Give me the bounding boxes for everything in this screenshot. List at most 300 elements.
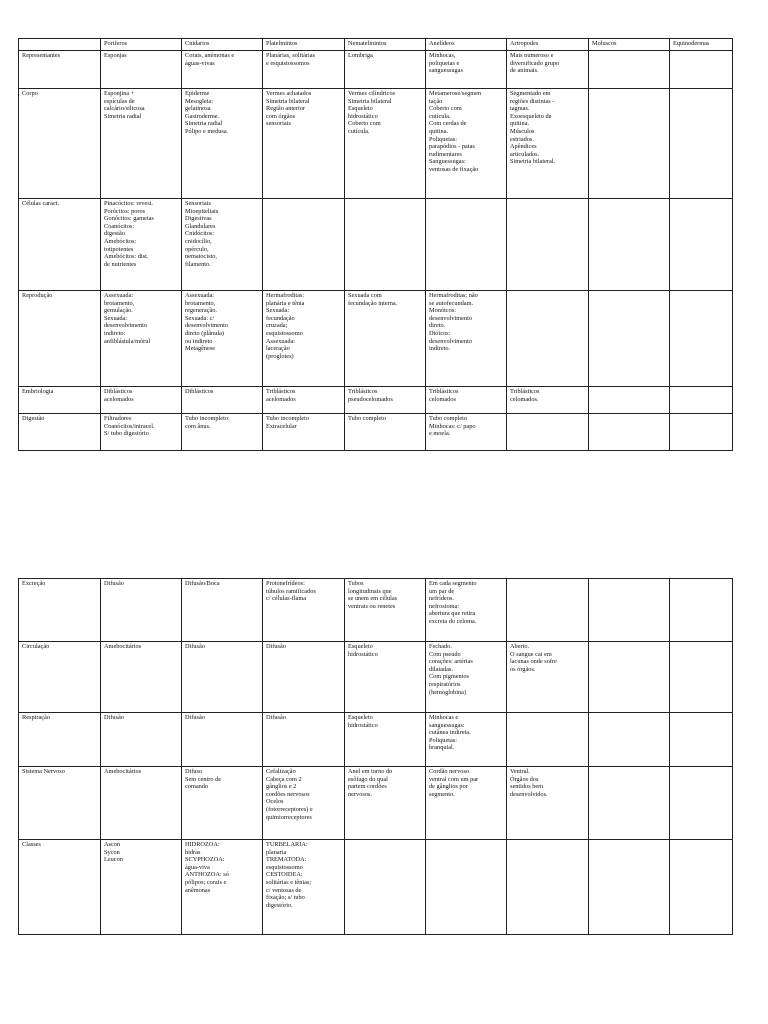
cell-text-line: túbulos ramificados <box>266 587 316 595</box>
column-header <box>101 39 182 51</box>
cell-text-line: direto. <box>429 322 446 330</box>
table-cell <box>182 642 263 713</box>
cell-text-line: acelomados <box>104 395 134 403</box>
table-row <box>19 387 733 414</box>
cell-text-line: Amebócitos: <box>104 237 137 245</box>
table-cell <box>589 199 670 291</box>
cell-text-line: (fotorreceptores) e <box>266 805 313 813</box>
cell-text-line: Exoesqueleto de <box>510 112 552 120</box>
cell-text-line: Lombriga <box>348 52 373 59</box>
cell-text-line: longitudinais que <box>348 587 392 595</box>
cell-text-line: corações: artérias <box>429 658 473 666</box>
column-header <box>19 39 101 51</box>
table-cell <box>589 642 670 713</box>
table-cell <box>589 579 670 642</box>
table-cell <box>670 767 733 840</box>
cell-text-line: Simetria bilateral <box>266 97 310 105</box>
table-cell <box>182 387 263 414</box>
cell-text-line: Anel em torno do <box>348 768 393 775</box>
cell-text-line: diversificado grupo <box>510 59 560 67</box>
table-cell <box>345 642 426 713</box>
cell-text-line: Apêndices <box>510 143 537 151</box>
cell-text-line: parapódios - patas <box>429 143 475 151</box>
cell-text-line: regiões distintas - <box>510 97 555 105</box>
cell-text-line: totipotentes <box>104 245 134 253</box>
table-cell <box>507 840 589 935</box>
cell-text-line: desenvolvimento <box>429 337 473 345</box>
cell-text-line: articulados. <box>510 150 540 158</box>
table-cell <box>426 713 507 767</box>
cell-text-line: Difusão <box>104 580 124 587</box>
cell-text-line: Classes <box>22 841 41 848</box>
cell-text-line: filamento. <box>185 260 211 268</box>
cell-text-line: Minhocas, <box>429 52 456 59</box>
comparison-table-bottom <box>18 578 733 935</box>
cell-text-line: Esponjas <box>104 52 127 59</box>
cell-text-line: Simetria bilateral <box>348 97 392 105</box>
cell-text-line: ventrais ou renetes <box>348 602 396 610</box>
cell-text-line: Com pseudo <box>429 650 461 658</box>
table-cell <box>101 414 182 451</box>
cell-text-line: Vermes cilíndricos <box>348 90 396 97</box>
cell-text-line: Metagênese <box>185 345 216 353</box>
cell-text-line: Sexuada: c/ <box>185 314 215 322</box>
cell-text-line: Circulação <box>22 643 50 650</box>
cell-text-line: Gastroderme. <box>185 112 220 120</box>
table-cell <box>426 767 507 840</box>
cell-text-line: gemulação. <box>104 307 133 315</box>
cell-text-line: TURBELARIA: <box>266 841 308 848</box>
cell-text-line: Esqueleto <box>348 105 373 113</box>
row-label <box>19 579 101 642</box>
cell-text-line: segmento. <box>429 790 455 798</box>
table-cell <box>426 199 507 291</box>
cell-text-line: Segmentado em <box>510 90 551 97</box>
cell-text-line: respiratórios <box>429 680 461 688</box>
cell-text-line: pólipos; corais e <box>185 878 227 886</box>
cell-text-line: água-viva <box>185 863 210 871</box>
cell-text-line: espículas de <box>104 97 135 105</box>
cell-text-line: Sem centro de <box>185 775 222 783</box>
cell-text-line: Minhocas e <box>429 714 459 721</box>
cell-text-line: Extracelular <box>266 422 297 430</box>
table-cell <box>182 89 263 199</box>
cell-text-line: e esquistossomos <box>266 59 310 67</box>
cell-text-line: Esponjina + <box>104 90 135 97</box>
cell-text-line: Sensoriais <box>185 200 211 207</box>
column-header <box>182 39 263 51</box>
cell-text-line: S/ tubo digestório <box>104 430 149 438</box>
cell-text-line: ventral com um par <box>429 775 479 783</box>
table-row <box>19 51 733 89</box>
table-cell <box>182 199 263 291</box>
comparison-table-top <box>18 38 733 451</box>
cell-text-line: laceração <box>266 345 290 353</box>
cell-text-line: hidrostático <box>348 721 378 729</box>
cell-text-line: Sycon <box>104 848 120 856</box>
cell-text-line: de nutrientes <box>104 260 137 268</box>
table-cell <box>345 199 426 291</box>
cell-text-line: celomados <box>429 395 456 403</box>
cell-text-line: Pinacócitos: revest. <box>104 200 153 207</box>
table-cell <box>507 291 589 387</box>
cell-text-line: branquial. <box>429 744 455 752</box>
table-cell <box>263 89 345 199</box>
table-cell <box>670 840 733 935</box>
table-cell <box>589 767 670 840</box>
table-cell <box>182 414 263 451</box>
cell-text-line: fecundação <box>266 314 295 322</box>
table-cell <box>263 642 345 713</box>
cell-text-line: Dióicos: <box>429 329 451 337</box>
cell-text-line: Sanguessugas: <box>429 158 466 166</box>
cell-text-line: desenvolvimento <box>104 322 148 330</box>
column-header <box>589 39 670 51</box>
cell-text-line: Difusão <box>185 643 205 650</box>
cell-text-line: dilatadas. <box>429 665 453 673</box>
cell-text-line: Moluscos <box>592 40 617 47</box>
cell-text-line: excreta do celoma. <box>429 617 477 625</box>
cell-text-line: gânglios e 2 <box>266 783 297 791</box>
row-label <box>19 291 101 387</box>
cell-text-line: desenvolvidos. <box>510 790 548 798</box>
cell-text-line: se unem em células <box>348 595 398 603</box>
cell-text-line: hidrostático <box>348 112 378 120</box>
cell-text-line: cutânea indireta. <box>429 729 471 737</box>
table-cell <box>426 51 507 89</box>
table-cell <box>507 387 589 414</box>
cell-text-line: cutícula. <box>348 127 370 135</box>
cell-text-line: Embriologia <box>22 388 54 395</box>
cell-text-line: ou indireto <box>185 337 213 345</box>
cell-text-line: Assexuada: <box>266 337 296 345</box>
cell-text-line: Cordão nervoso <box>429 768 470 775</box>
table-cell <box>426 840 507 935</box>
table-cell <box>426 414 507 451</box>
cell-text-line: Tubo completo <box>348 415 387 422</box>
cell-text-line: Esqueleto <box>348 714 373 721</box>
table-row <box>19 199 733 291</box>
table-cell <box>101 713 182 767</box>
table-cell <box>589 89 670 199</box>
column-header <box>670 39 733 51</box>
cell-text-line: esquistossomo <box>266 863 303 871</box>
cell-text-line: digestão <box>104 230 125 238</box>
cell-text-line: Nematelmintos <box>348 40 387 47</box>
cell-text-line: Equinodermas <box>673 40 710 47</box>
cell-text-line: cordões nervosos <box>266 790 310 798</box>
cell-text-line: Gonócitos: gametas <box>104 215 154 223</box>
cell-text-line: Sexuada: <box>104 314 128 322</box>
cell-text-line: Hermafroditas: <box>266 292 305 299</box>
cell-text-line: celomados. <box>510 395 539 403</box>
cell-text-line: tação <box>429 97 443 105</box>
cell-text-line: Tubo incompleto <box>266 415 309 422</box>
table-cell <box>263 291 345 387</box>
cell-text-line: Planárias, solitárias <box>266 52 315 59</box>
cell-text-line: de animais. <box>510 67 539 75</box>
cell-text-line: com órgãos <box>266 112 296 120</box>
cell-text-line: sensoriais <box>266 120 291 128</box>
row-label <box>19 199 101 291</box>
cell-text-line: Amebocitários <box>104 768 142 775</box>
cell-text-line: esôfago do qual <box>348 775 388 783</box>
table-cell <box>182 51 263 89</box>
cell-text-line: cruzada; <box>266 322 288 330</box>
cell-text-line: Mioepiteliais <box>185 207 219 215</box>
cell-text-line: Difusão/Boca <box>185 580 220 587</box>
cell-text-line: estriados. <box>510 135 534 143</box>
cell-text-line: nematocisto, <box>185 253 218 261</box>
cell-text-line: Ascon <box>104 841 121 848</box>
cell-text-line: Filtradores <box>104 415 132 422</box>
cell-text-line: brotamento, <box>104 299 135 307</box>
table-cell <box>670 579 733 642</box>
cell-text-line: quimiorreceptores <box>266 813 312 821</box>
column-header <box>263 39 345 51</box>
row-label <box>19 767 101 840</box>
cell-text-line: hidrostático <box>348 650 378 658</box>
table-cell <box>101 579 182 642</box>
row-label <box>19 642 101 713</box>
cell-text-line: Difusão <box>185 714 205 721</box>
table-cell <box>426 579 507 642</box>
cell-text-line: (hemoglobina) <box>429 688 467 696</box>
table-cell <box>345 579 426 642</box>
cell-text-line: Digestivas <box>185 215 212 223</box>
cell-text-line: Epiderme <box>185 90 210 97</box>
cell-text-line: Vermes achatados <box>266 90 312 97</box>
cell-text-line: opérculo, <box>185 245 209 253</box>
table-cell <box>263 51 345 89</box>
cell-text-line: lacunas onde sofre <box>510 658 557 666</box>
cell-text-line: nervosos. <box>348 790 372 798</box>
cell-text-line: Cabeça com 2 <box>266 775 302 783</box>
cell-text-line: indireto: <box>104 329 126 337</box>
table-row <box>19 767 733 840</box>
cell-text-line: hidras <box>185 848 201 856</box>
cell-text-line: Aberto. <box>510 643 530 650</box>
table-cell <box>345 387 426 414</box>
cell-text-line: os órgãos. <box>510 665 536 673</box>
cell-text-line: Amebócitos: dist. <box>104 253 149 261</box>
table-cell <box>101 767 182 840</box>
cell-text-line: Sistema Nervoso <box>22 768 65 775</box>
cell-text-line: Coberto com <box>348 120 381 128</box>
table-cell <box>345 767 426 840</box>
cell-text-line: Poriferos <box>104 40 128 47</box>
cell-text-line: Diblásticos <box>185 388 214 395</box>
header-row <box>19 39 733 51</box>
cell-text-line: Corpo <box>22 90 38 97</box>
table-cell <box>670 642 733 713</box>
cell-text-line: Simetria radial <box>104 112 142 120</box>
cell-text-line: tagmas. <box>510 105 530 113</box>
table-cell <box>589 387 670 414</box>
table-cell <box>589 291 670 387</box>
table-cell <box>507 51 589 89</box>
cell-text-line: Glandulares <box>185 222 216 230</box>
table-cell <box>263 767 345 840</box>
table-cell <box>507 767 589 840</box>
cell-text-line: Triblásticos <box>266 388 296 395</box>
table-cell <box>670 51 733 89</box>
cell-text-line: Tubo completo <box>429 415 468 422</box>
table-cell <box>182 713 263 767</box>
table-cell <box>345 840 426 935</box>
table-cell <box>426 642 507 713</box>
row-label <box>19 387 101 414</box>
table-cell <box>670 713 733 767</box>
cell-text-line: Ventral. <box>510 768 530 775</box>
cell-text-line: poliquetas e <box>429 59 460 67</box>
cell-text-line: Anelídeos <box>429 40 455 47</box>
cell-text-line: pseudocelomados <box>348 395 393 403</box>
table-cell <box>182 579 263 642</box>
cell-text-line: águas-vivas <box>185 59 215 67</box>
column-header <box>507 39 589 51</box>
table-row <box>19 642 733 713</box>
cell-text-line: Região anterior <box>266 105 305 113</box>
cell-text-line: nefrídeos. <box>429 595 455 603</box>
table-cell <box>670 89 733 199</box>
table-cell <box>345 291 426 387</box>
cell-text-line: Tubo incompleto: <box>185 415 230 422</box>
table-cell <box>507 642 589 713</box>
table-cell <box>263 840 345 935</box>
table-cell <box>263 713 345 767</box>
cell-text-line: abertura que retira <box>429 610 476 618</box>
cell-text-line: Excreção <box>22 580 46 587</box>
cell-text-line: Diblásticos <box>104 388 133 395</box>
table-cell <box>101 840 182 935</box>
table-cell <box>345 51 426 89</box>
cell-text-line: ventosas de fixação <box>429 165 479 173</box>
cell-text-line: Protonefrídeos: <box>266 580 305 587</box>
cell-text-line: Cnidarios <box>185 40 210 47</box>
cell-text-line: cnidocílio, <box>185 237 212 245</box>
cell-text-line: Digestão <box>22 415 45 422</box>
cell-text-line: Sexuada com <box>348 292 382 299</box>
table-cell <box>426 387 507 414</box>
cell-text-line: Assexuada: <box>185 292 215 299</box>
cell-text-line: Células caract. <box>22 200 60 207</box>
cell-text-line: TREMATODA: <box>266 856 307 864</box>
cell-text-line: Ocelos <box>266 798 284 806</box>
cell-text-line: Poliquetas: <box>429 135 457 143</box>
cell-text-line: Hermafroditas; não <box>429 292 478 299</box>
table-cell <box>182 767 263 840</box>
table-cell <box>670 414 733 451</box>
table-cell <box>507 579 589 642</box>
cell-text-line: Assexuada: <box>104 292 134 299</box>
column-header <box>345 39 426 51</box>
table-cell <box>263 414 345 451</box>
cell-text-line: sanguessugas: <box>429 721 465 729</box>
table-cell <box>263 199 345 291</box>
cell-text-line: Coanócitos/intracel. <box>104 422 155 430</box>
table-cell <box>426 89 507 199</box>
cell-text-line: Órgãos dos <box>510 775 539 783</box>
cell-text-line: digestório. <box>266 901 293 909</box>
cell-text-line: anfiblástula/mórul <box>104 337 151 345</box>
row-label <box>19 840 101 935</box>
table-cell <box>589 840 670 935</box>
cell-text-line: Em cada segmento <box>429 580 477 587</box>
cell-text-line: ANTHOZOA: só <box>185 871 229 879</box>
table-cell <box>589 713 670 767</box>
table-cell <box>101 291 182 387</box>
table-cell <box>345 414 426 451</box>
cell-text-line: c/ ventosas de <box>266 886 302 894</box>
cell-text-line: Triblásticos <box>510 388 540 395</box>
cell-text-line: e moela. <box>429 430 451 438</box>
table-cell <box>263 579 345 642</box>
cell-text-line: Difuso <box>185 768 203 775</box>
cell-text-line: Sexuada: <box>266 307 290 315</box>
cell-text-line: de gânglios por <box>429 783 468 791</box>
cell-text-line: planária e tênia <box>266 299 305 307</box>
cell-text-line: um par de <box>429 587 455 595</box>
cell-text-line: fixação; s/ tubo <box>266 894 305 902</box>
table-cell <box>101 387 182 414</box>
cell-text-line: Esqueleto <box>348 643 373 650</box>
cell-text-line: HIDROZOA: <box>185 841 220 848</box>
table-cell <box>670 387 733 414</box>
cell-text-line: O sangue cai em <box>510 650 552 658</box>
cell-text-line: Coberto com <box>429 105 462 113</box>
table-cell <box>507 414 589 451</box>
cell-text-line: Porócitos: poros <box>104 207 146 215</box>
table-row <box>19 579 733 642</box>
row-label <box>19 713 101 767</box>
column-header <box>426 39 507 51</box>
cell-text-line: quitina. <box>429 127 449 135</box>
cell-text-line: Representantes <box>22 52 61 59</box>
cell-text-line: Mais numeroso e <box>510 52 554 59</box>
table-cell <box>182 291 263 387</box>
cell-text-line: comando <box>185 783 209 791</box>
cell-text-line: Cnidócitos: <box>185 230 215 238</box>
cell-text-line: calcário/silicosa <box>104 105 145 113</box>
cell-text-line: Difusão <box>266 643 286 650</box>
cell-text-line: direto (plânula) <box>185 329 224 337</box>
cell-text-line: quitina. <box>510 120 530 128</box>
cell-text-line: solitárias e tênias; <box>266 878 312 886</box>
table-cell <box>507 713 589 767</box>
cell-text-line: Difusão <box>104 714 124 721</box>
cell-text-line: regeneração. <box>185 307 217 315</box>
cell-text-line: Fechado. <box>429 643 452 650</box>
cell-text-line: Cefalização <box>266 768 296 775</box>
cell-text-line: Minhocas: c/ papo <box>429 422 476 430</box>
cell-text-line: rudimentares <box>429 150 462 158</box>
cell-text-line: com ânus. <box>185 422 211 430</box>
table-cell <box>670 199 733 291</box>
cell-text-line: Respiração <box>22 714 50 721</box>
cell-text-line: Corais, anémonas e <box>185 52 235 59</box>
cell-text-line: Poliquetas: <box>429 736 457 744</box>
cell-text-line: Amebocitários <box>104 643 142 650</box>
table-cell <box>345 89 426 199</box>
table-cell <box>263 387 345 414</box>
cell-text-line: Reprodução <box>22 292 53 299</box>
row-label <box>19 89 101 199</box>
cell-text-line: Triblásticos <box>348 388 378 395</box>
table-row <box>19 291 733 387</box>
table-row <box>19 89 733 199</box>
table-row <box>19 414 733 451</box>
